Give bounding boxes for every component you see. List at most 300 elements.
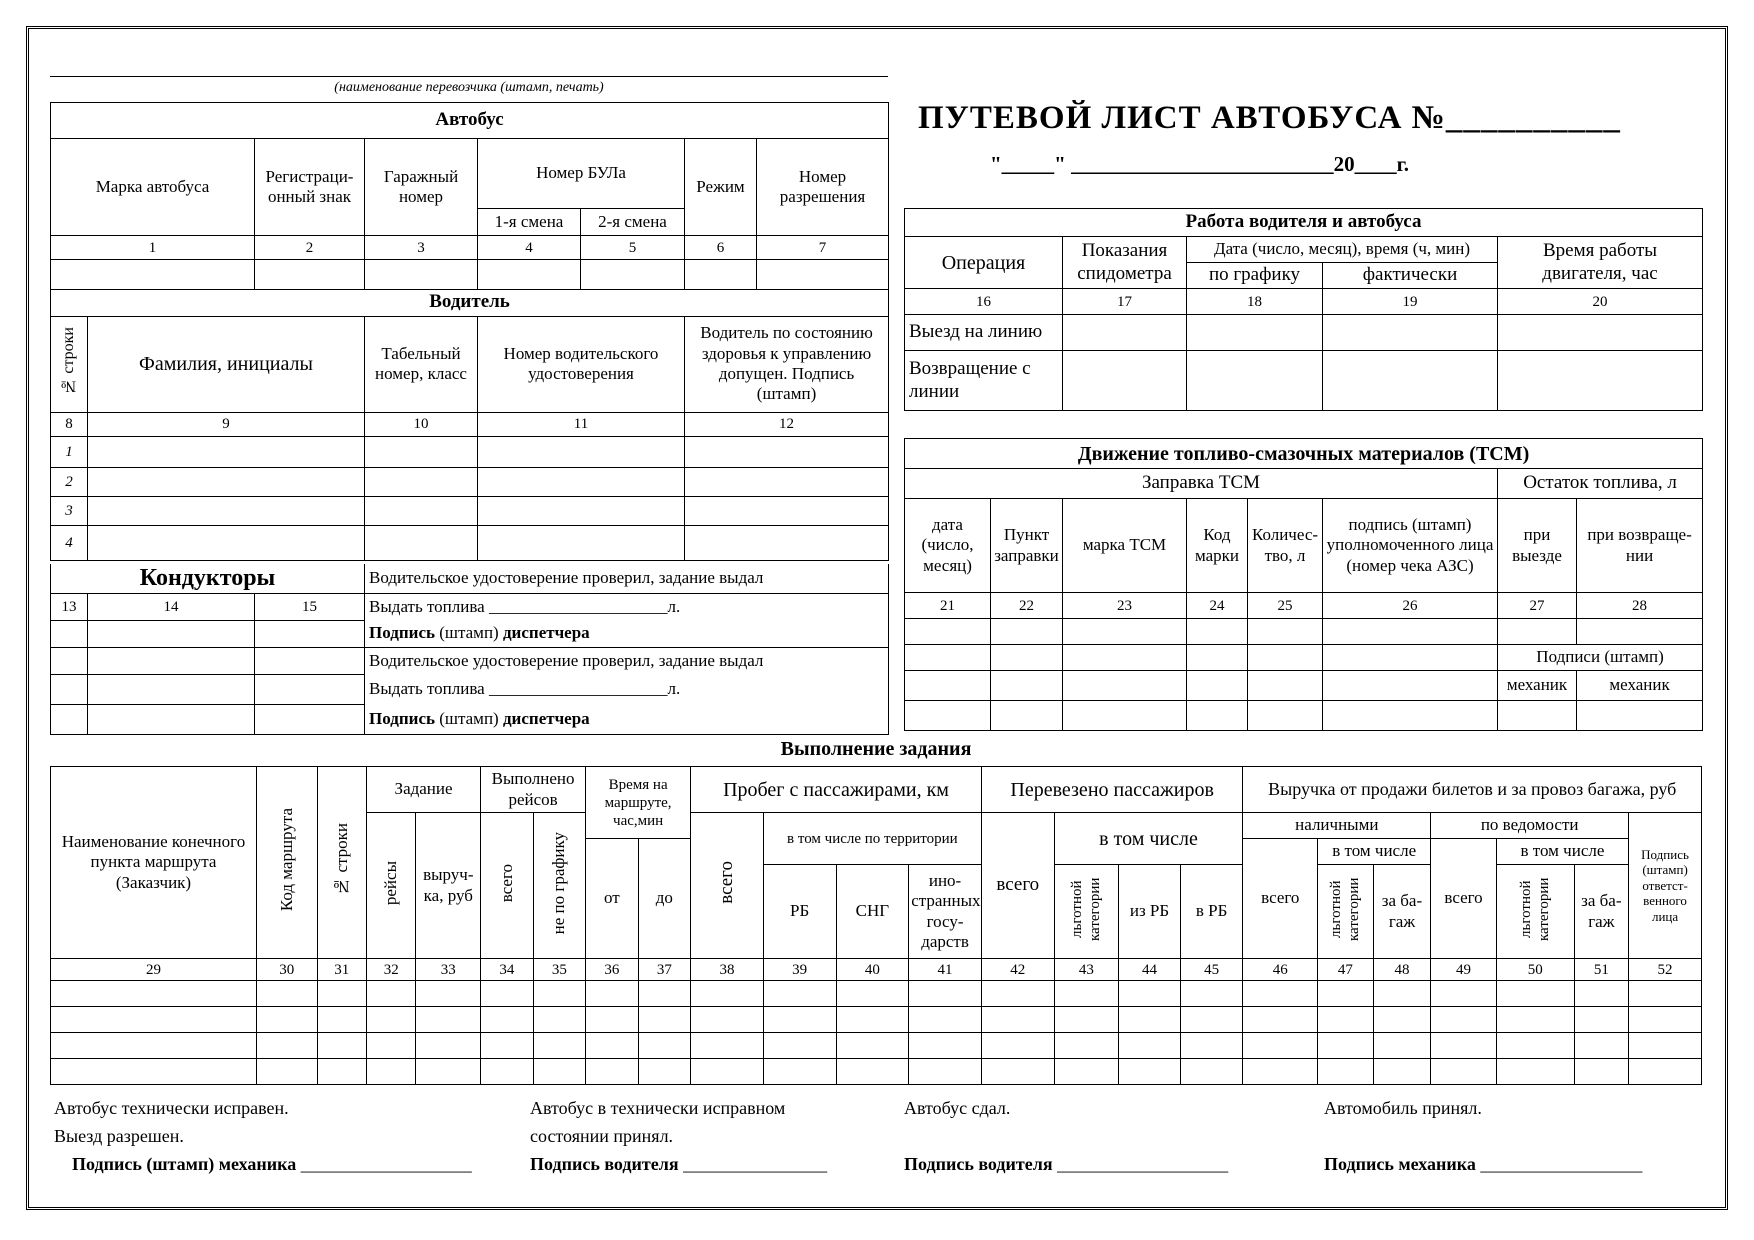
fuel-cell[interactable] xyxy=(1063,671,1187,701)
task-cell[interactable] xyxy=(416,981,481,1007)
work-operation-header: Операция xyxy=(905,237,1063,289)
task-cell[interactable] xyxy=(51,981,257,1007)
task-cell[interactable] xyxy=(1243,1007,1318,1033)
task-cell[interactable] xyxy=(317,1059,366,1085)
conductor-cell[interactable] xyxy=(255,704,365,734)
fuel-code-header: Код марки xyxy=(1187,499,1248,593)
work-cell[interactable] xyxy=(1323,315,1498,351)
col-num: 39 xyxy=(763,959,836,981)
task-cell[interactable] xyxy=(533,1059,586,1085)
task-cash-total-header: всего xyxy=(1243,839,1318,959)
task-rowno-header: № строки xyxy=(317,767,366,959)
driver-table xyxy=(50,289,889,561)
col-num: 8 xyxy=(51,412,88,436)
fuel-cell[interactable] xyxy=(1187,645,1248,671)
task-cell[interactable] xyxy=(317,981,366,1007)
task-cell[interactable] xyxy=(256,981,317,1007)
work-cell[interactable] xyxy=(1498,351,1703,411)
task-cell[interactable] xyxy=(836,1007,909,1033)
task-cell[interactable] xyxy=(1373,1007,1431,1033)
driver-cell[interactable] xyxy=(88,496,365,525)
task-cell[interactable] xyxy=(691,1007,764,1033)
task-cell[interactable] xyxy=(416,1007,481,1033)
work-cell[interactable] xyxy=(1187,351,1323,411)
col-num: 47 xyxy=(1318,959,1374,981)
driver-cell[interactable] xyxy=(685,436,889,467)
fuel-sign-cell[interactable] xyxy=(1577,701,1703,731)
dispatcher-fuel-1: Выдать топлива _____________________л. xyxy=(365,593,889,620)
task-cell[interactable] xyxy=(1629,981,1702,1007)
footer-accepted-1: Автобус в технически исправном xyxy=(530,1098,786,1118)
task-cell[interactable] xyxy=(1180,1007,1243,1033)
task-cell[interactable] xyxy=(981,1007,1054,1033)
driver-health-header: Водитель по состоянию здоровья к управлению допущен. Подпись (штамп) xyxy=(685,316,889,412)
task-cell[interactable] xyxy=(1629,1033,1702,1059)
task-empty-row[interactable] xyxy=(51,1007,1702,1033)
task-cell[interactable] xyxy=(1574,1033,1629,1059)
task-trips-header: рейсы xyxy=(367,813,416,959)
task-carried-total-header: всего xyxy=(981,813,1054,959)
task-cell[interactable] xyxy=(909,981,982,1007)
fuel-cell[interactable] xyxy=(1498,619,1577,645)
col-num: 5 xyxy=(581,236,685,260)
task-carried-incl-header: в том числе xyxy=(1054,813,1243,865)
fuel-sign-cell[interactable] xyxy=(1498,701,1577,731)
task-number-row xyxy=(51,959,1702,981)
task-cell[interactable] xyxy=(533,981,586,1007)
task-empty-row[interactable] xyxy=(51,981,1702,1007)
fuel-cell[interactable] xyxy=(991,619,1063,645)
task-cell[interactable] xyxy=(981,1059,1054,1085)
task-from-header: от xyxy=(586,839,639,959)
task-cell[interactable] xyxy=(586,981,639,1007)
dispatcher-checked-2: Водительское удостоверение проверил, задание выдал xyxy=(365,647,889,674)
task-cell[interactable] xyxy=(1119,1059,1181,1085)
col-num: 28 xyxy=(1577,593,1703,619)
work-datetime-header: Дата (число, месяц), время (ч, мин) xyxy=(1187,237,1498,263)
col-num: 52 xyxy=(1629,959,1702,981)
col-num: 35 xyxy=(533,959,586,981)
carrier-caption: (наименование перевозчика (штамп, печать) xyxy=(334,80,604,95)
task-cell[interactable] xyxy=(1119,1007,1181,1033)
fuel-cell[interactable] xyxy=(991,701,1063,731)
fuel-mech2-label: механик xyxy=(1577,671,1703,701)
driver-cell[interactable] xyxy=(88,525,365,560)
task-cell[interactable] xyxy=(586,1059,639,1085)
driver-cell[interactable] xyxy=(478,525,685,560)
task-cell[interactable] xyxy=(481,1007,534,1033)
col-num: 25 xyxy=(1248,593,1323,619)
task-cell[interactable] xyxy=(763,1033,836,1059)
fuel-signs-header: Подписи (штамп) xyxy=(1498,645,1703,671)
driver-row-number: 4 xyxy=(51,525,88,560)
conductor-cell[interactable] xyxy=(88,647,255,674)
task-cell[interactable] xyxy=(586,1033,639,1059)
fuel-dep-header: при выезде xyxy=(1498,499,1577,593)
col-num: 44 xyxy=(1119,959,1181,981)
task-revenue-header: выруч-ка, руб xyxy=(416,813,481,959)
col-num: 49 xyxy=(1431,959,1497,981)
driver-cell[interactable] xyxy=(685,467,889,496)
task-route-code-header: Код маршрута xyxy=(256,767,317,959)
task-bylist-total-header: всего xyxy=(1431,839,1497,959)
fuel-cell[interactable] xyxy=(1248,645,1323,671)
task-cell[interactable] xyxy=(256,1007,317,1033)
task-cell[interactable] xyxy=(1054,1033,1119,1059)
fuel-cell[interactable] xyxy=(991,645,1063,671)
task-cell[interactable] xyxy=(638,1033,691,1059)
task-cell[interactable] xyxy=(763,1007,836,1033)
task-cell[interactable] xyxy=(909,1007,982,1033)
fuel-sign-header: подпись (штамп) уполномоченного лица (номер чека АЗС) xyxy=(1323,499,1498,593)
conductor-cell[interactable] xyxy=(88,674,255,704)
task-cell[interactable] xyxy=(367,1007,416,1033)
task-cell[interactable] xyxy=(1318,1033,1374,1059)
driver-cell[interactable] xyxy=(365,467,478,496)
task-cell[interactable] xyxy=(533,1033,586,1059)
task-cell[interactable] xyxy=(1318,1059,1374,1085)
col-num: 43 xyxy=(1054,959,1119,981)
task-cell[interactable] xyxy=(256,1033,317,1059)
task-cell[interactable] xyxy=(1431,1007,1497,1033)
col-num: 36 xyxy=(586,959,639,981)
work-speedo-header: Показания спидометра xyxy=(1063,237,1187,289)
date-line: "_____" _________________________20____г. xyxy=(990,152,1409,176)
fuel-cell[interactable] xyxy=(1323,619,1498,645)
task-empty-row[interactable] xyxy=(51,1059,1702,1085)
work-cell[interactable] xyxy=(1187,315,1323,351)
footer-allowed: Выезд разрешен. xyxy=(54,1126,184,1146)
col-num: 10 xyxy=(365,412,478,436)
task-cell[interactable] xyxy=(1373,981,1431,1007)
col-num: 23 xyxy=(1063,593,1187,619)
fuel-cell[interactable] xyxy=(1323,671,1498,701)
task-dest-header: Наименование конечного пункта маршрута (Заказчик) xyxy=(51,767,257,959)
task-cell[interactable] xyxy=(909,1033,982,1059)
task-cell[interactable] xyxy=(1318,981,1374,1007)
footer-handed: Автобус сдал. xyxy=(904,1098,1011,1118)
driver-cell[interactable] xyxy=(478,467,685,496)
task-cell[interactable] xyxy=(1243,981,1318,1007)
task-cell[interactable] xyxy=(1119,1033,1181,1059)
task-cell[interactable] xyxy=(1496,1007,1574,1033)
carrier-line xyxy=(50,76,888,77)
conductor-cell[interactable] xyxy=(255,674,365,704)
task-cell[interactable] xyxy=(317,1033,366,1059)
col-num: 34 xyxy=(481,959,534,981)
fuel-cell[interactable] xyxy=(1187,701,1248,731)
task-cell[interactable] xyxy=(317,1007,366,1033)
task-cash-incl-header: в том числе xyxy=(1318,839,1431,865)
bus-permit-cell[interactable] xyxy=(757,260,889,290)
task-foreign-header: ино-странных госу-дарств xyxy=(909,865,982,959)
footer-mech-sign: Подпись (штамп) механика ___________________ xyxy=(72,1154,472,1174)
dispatcher-fuel-2: Выдать топлива _____________________л. xyxy=(365,674,889,704)
bus-heading: Автобус xyxy=(51,103,889,139)
conductor-cell[interactable] xyxy=(51,647,88,674)
task-cell[interactable] xyxy=(1496,1059,1574,1085)
task-cell[interactable] xyxy=(1431,1059,1497,1085)
col-num: 33 xyxy=(416,959,481,981)
work-planned-header: по графику xyxy=(1187,263,1323,289)
col-num: 32 xyxy=(367,959,416,981)
driver-row-number: 3 xyxy=(51,496,88,525)
col-num: 22 xyxy=(991,593,1063,619)
bus-reg-cell[interactable] xyxy=(255,260,365,290)
task-cell[interactable] xyxy=(1431,1033,1497,1059)
driver-name-header: Фамилия, инициалы xyxy=(88,316,365,412)
task-cell[interactable] xyxy=(638,1059,691,1085)
conductor-cell[interactable] xyxy=(88,620,255,647)
task-cell[interactable] xyxy=(981,1033,1054,1059)
task-mileage-header: Пробег с пассажирами, км xyxy=(691,767,982,813)
col-num: 30 xyxy=(256,959,317,981)
col-num: 46 xyxy=(1243,959,1318,981)
bus-garage-cell[interactable] xyxy=(365,260,478,290)
driver-cell[interactable] xyxy=(685,496,889,525)
task-cell[interactable] xyxy=(638,981,691,1007)
conductor-cell[interactable] xyxy=(88,704,255,734)
task-cell[interactable] xyxy=(691,1033,764,1059)
conductors-heading: Кондукторы xyxy=(51,564,365,593)
footer-received: Автомобиль принял. xyxy=(1324,1098,1482,1118)
conductor-cell[interactable] xyxy=(51,674,88,704)
task-cell[interactable] xyxy=(481,981,534,1007)
col-num: 9 xyxy=(88,412,365,436)
driver-cell[interactable] xyxy=(88,467,365,496)
col-num: 4 xyxy=(478,236,581,260)
col-num: 14 xyxy=(88,593,255,620)
footer-mech-sign-2: Подпись механика __________________ xyxy=(1324,1154,1643,1174)
conductor-cell[interactable] xyxy=(255,620,365,647)
work-cell[interactable] xyxy=(1063,315,1187,351)
task-cell[interactable] xyxy=(1629,1007,1702,1033)
work-cell[interactable] xyxy=(1323,351,1498,411)
task-cell[interactable] xyxy=(1629,1059,1702,1085)
driver-cell[interactable] xyxy=(365,525,478,560)
task-cell[interactable] xyxy=(1574,981,1629,1007)
task-cell[interactable] xyxy=(981,981,1054,1007)
task-cell[interactable] xyxy=(51,1033,257,1059)
fuel-heading: Движение топливо-смазочных материалов (ТСМ) xyxy=(905,439,1703,469)
task-cell[interactable] xyxy=(763,981,836,1007)
col-num: 24 xyxy=(1187,593,1248,619)
task-cell[interactable] xyxy=(1243,1033,1318,1059)
task-table xyxy=(50,766,1702,1085)
fuel-cell[interactable] xyxy=(1063,619,1187,645)
col-num: 41 xyxy=(909,959,982,981)
task-cell[interactable] xyxy=(638,1007,691,1033)
task-empty-row[interactable] xyxy=(51,1033,1702,1059)
task-time-header: Время на маршруте, час,мин xyxy=(586,767,691,839)
fuel-cell[interactable] xyxy=(905,645,991,671)
task-cash-baggage-header: за ба-гаж xyxy=(1373,865,1431,959)
task-cell[interactable] xyxy=(51,1059,257,1085)
task-cell[interactable] xyxy=(763,1059,836,1085)
dispatcher-sign-2: Подпись (штамп) диспетчера xyxy=(365,704,889,734)
task-cell[interactable] xyxy=(1574,1059,1629,1085)
conductor-cell[interactable] xyxy=(51,704,88,734)
bus-shift1-header: 1-я смена xyxy=(478,209,581,236)
task-cell[interactable] xyxy=(1054,981,1119,1007)
task-cell[interactable] xyxy=(1373,1059,1431,1085)
task-cell[interactable] xyxy=(481,1059,534,1085)
bus-garage-header: Гаражный номер xyxy=(365,139,478,236)
task-done-header: Выполнено рейсов xyxy=(481,767,586,813)
task-bylist-baggage-header: за ба-гаж xyxy=(1574,865,1629,959)
driver-cell[interactable] xyxy=(478,496,685,525)
task-cell[interactable] xyxy=(1574,1007,1629,1033)
task-cell[interactable] xyxy=(1054,1007,1119,1033)
driver-cell[interactable] xyxy=(365,496,478,525)
task-cell[interactable] xyxy=(367,1033,416,1059)
col-num: 7 xyxy=(757,236,889,260)
driver-cell[interactable] xyxy=(365,436,478,467)
col-num: 37 xyxy=(638,959,691,981)
fuel-cell[interactable] xyxy=(1187,619,1248,645)
fuel-cell[interactable] xyxy=(1248,671,1323,701)
conductor-cell[interactable] xyxy=(255,647,365,674)
driver-tab-header: Табельный номер, класс xyxy=(365,316,478,412)
bus-table xyxy=(50,102,889,290)
driver-cell[interactable] xyxy=(478,436,685,467)
driver-row-number: 2 xyxy=(51,467,88,496)
task-cell[interactable] xyxy=(416,1059,481,1085)
col-num: 2 xyxy=(255,236,365,260)
driver-row-number: 1 xyxy=(51,436,88,467)
fuel-cell[interactable] xyxy=(1248,701,1323,731)
task-cell[interactable] xyxy=(256,1059,317,1085)
col-num: 50 xyxy=(1496,959,1574,981)
fuel-cell[interactable] xyxy=(1248,619,1323,645)
bus-mode-cell[interactable] xyxy=(685,260,757,290)
task-done-total-header: всего xyxy=(481,813,534,959)
fuel-cell[interactable] xyxy=(1063,701,1187,731)
task-cell[interactable] xyxy=(1054,1059,1119,1085)
bus-brand-header: Марка автобуса xyxy=(51,139,255,236)
conductor-cell[interactable] xyxy=(51,620,88,647)
work-cell[interactable] xyxy=(1063,351,1187,411)
fuel-cell[interactable] xyxy=(1323,645,1498,671)
footer-driver-sign-2: Подпись водителя ___________________ xyxy=(904,1154,1229,1174)
bus-permit-header: Номер разрешения xyxy=(757,139,889,236)
fuel-cell[interactable] xyxy=(1323,701,1498,731)
conductors-table xyxy=(50,564,889,735)
work-cell[interactable] xyxy=(1498,315,1703,351)
task-cell[interactable] xyxy=(836,1059,909,1085)
task-carried-header: Перевезено пассажиров xyxy=(981,767,1243,813)
fuel-cell[interactable] xyxy=(905,701,991,731)
task-cell[interactable] xyxy=(1180,981,1243,1007)
col-num: 12 xyxy=(685,412,889,436)
task-cell[interactable] xyxy=(691,981,764,1007)
task-cell[interactable] xyxy=(51,1007,257,1033)
task-cell[interactable] xyxy=(367,1059,416,1085)
fuel-cell[interactable] xyxy=(1187,671,1248,701)
col-num: 42 xyxy=(981,959,1054,981)
footer-accepted-2: состоянии принял. xyxy=(530,1126,674,1146)
fuel-table xyxy=(904,438,1703,731)
task-cell[interactable] xyxy=(1243,1059,1318,1085)
driver-cell[interactable] xyxy=(88,436,365,467)
task-cell[interactable] xyxy=(533,1007,586,1033)
col-num: 6 xyxy=(685,236,757,260)
work-back-label: Возвращение с линии xyxy=(905,351,1063,411)
task-heading: Выполнение задания xyxy=(780,738,972,760)
task-cell[interactable] xyxy=(691,1059,764,1085)
task-cell[interactable] xyxy=(836,1033,909,1059)
task-privileged-header: льготной категории xyxy=(1054,865,1119,959)
work-heading: Работа водителя и автобуса xyxy=(905,209,1703,237)
task-cell[interactable] xyxy=(1373,1033,1431,1059)
task-cell[interactable] xyxy=(1496,981,1574,1007)
task-cell[interactable] xyxy=(1431,981,1497,1007)
work-engine-header: Время работы двигателя, час xyxy=(1498,237,1703,289)
task-bylist-privileged-header: льготной категории xyxy=(1496,865,1574,959)
bus-brand-cell[interactable] xyxy=(51,260,255,290)
task-cell[interactable] xyxy=(416,1033,481,1059)
col-num: 26 xyxy=(1323,593,1498,619)
task-cell[interactable] xyxy=(481,1033,534,1059)
task-cell[interactable] xyxy=(367,981,416,1007)
bus-bul-header: Номер БУЛа xyxy=(478,139,685,209)
task-cis-header: СНГ xyxy=(836,865,909,959)
fuel-cell[interactable] xyxy=(905,619,991,645)
col-num: 13 xyxy=(51,593,88,620)
driver-rowno-header: № строки xyxy=(51,316,88,412)
footer-driver-sign: Подпись водителя ________________ xyxy=(530,1154,828,1174)
fuel-date-header: дата (число, месяц) xyxy=(905,499,991,593)
task-bylist-header: по ведомости xyxy=(1431,813,1629,839)
col-num: 18 xyxy=(1187,289,1323,315)
col-num: 19 xyxy=(1323,289,1498,315)
task-cell[interactable] xyxy=(909,1059,982,1085)
col-num: 20 xyxy=(1498,289,1703,315)
col-num: 31 xyxy=(317,959,366,981)
col-num: 21 xyxy=(905,593,991,619)
task-territory-header: в том числе по территории xyxy=(763,813,981,865)
task-cell[interactable] xyxy=(1119,981,1181,1007)
driver-cell[interactable] xyxy=(685,525,889,560)
col-num: 17 xyxy=(1063,289,1187,315)
bus-shift2-cell[interactable] xyxy=(581,260,685,290)
fuel-cell[interactable] xyxy=(1063,645,1187,671)
task-cell[interactable] xyxy=(836,981,909,1007)
fuel-cell[interactable] xyxy=(905,671,991,701)
work-actual-header: фактически xyxy=(1323,263,1498,289)
fuel-cell[interactable] xyxy=(991,671,1063,701)
task-mileage-total-header: всего xyxy=(691,813,764,959)
fuel-remain-header: Остаток топлива, л xyxy=(1498,469,1703,499)
task-rb-header: РБ xyxy=(763,865,836,959)
col-num: 11 xyxy=(478,412,685,436)
task-cell[interactable] xyxy=(1180,1033,1243,1059)
dispatcher-checked-1: Водительское удостоверение проверил, задание выдал xyxy=(365,564,889,593)
bus-mode-header: Режим xyxy=(685,139,757,236)
fuel-cell[interactable] xyxy=(1577,619,1703,645)
task-cell[interactable] xyxy=(1318,1007,1374,1033)
col-num: 1 xyxy=(51,236,255,260)
col-num: 15 xyxy=(255,593,365,620)
bus-shift1-cell[interactable] xyxy=(478,260,581,290)
task-cell[interactable] xyxy=(586,1007,639,1033)
task-cell[interactable] xyxy=(1496,1033,1574,1059)
fuel-ret-header: при возвраще-нии xyxy=(1577,499,1703,593)
task-bylist-incl-header: в том числе xyxy=(1496,839,1628,865)
task-cell[interactable] xyxy=(1180,1059,1243,1085)
col-num: 45 xyxy=(1180,959,1243,981)
col-num: 29 xyxy=(51,959,257,981)
